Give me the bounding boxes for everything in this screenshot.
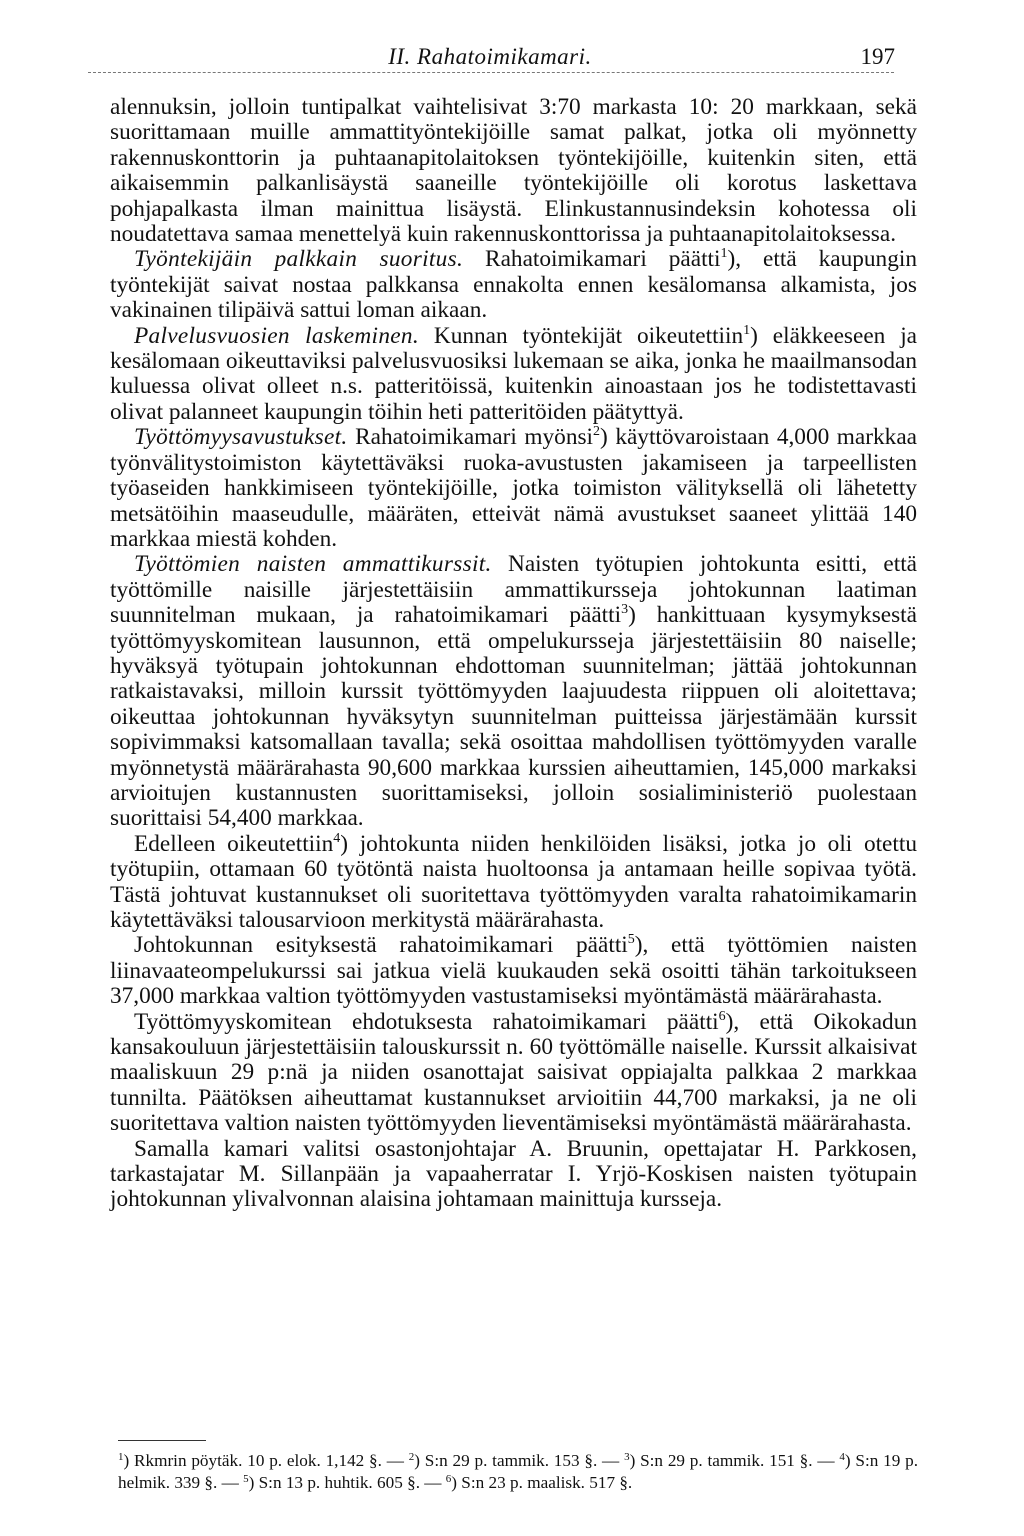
footnote-text: ) S:n 23 p. maalisk. 517 §.: [451, 1473, 633, 1492]
section-title: Palvelusvuosien laskeminen.: [134, 322, 419, 349]
footnote-ref: 1: [720, 246, 728, 262]
page-header: [0, 36, 1024, 72]
paragraph: [110, 247, 917, 323]
footnote-ref: 2: [593, 424, 601, 440]
paragraph: [110, 1137, 917, 1213]
paragraph: [110, 95, 917, 247]
footnote-number: 1: [118, 1451, 124, 1463]
paragraph: [110, 552, 917, 831]
running-title: II. Rahatoimikamari.: [388, 44, 592, 69]
paragraph-text: Rahatoimikamari myönsi: [347, 424, 594, 451]
footnote-ref: 6: [718, 1008, 726, 1024]
footnote-ref: 1: [743, 322, 751, 338]
paragraph-text: Edelleen oikeutettiin: [134, 830, 334, 857]
footnote-ref: 3: [621, 602, 629, 618]
paragraph-text: ), että Oikokadun kansakouluun järjestettäisiin talouskurssit n. 60 työttömälle naiselle. Kurssit alkaisivat maaliskuun 29 p:nä ja niiden osanottajat saisivat oppiajalta palkkaa 2 markkaa tunnilta. Päätöksen aiheuttamat kustannukset arvioitiin 44,700 markaksi, ja ne oli suoritettava valtion naisten työttömyyden lieventämiseksi myöntämästä määrärahasta.: [110, 1008, 917, 1137]
footnotes: [118, 1450, 918, 1494]
section-title: Työntekijäin palkkain suoritus.: [134, 246, 464, 273]
paragraph: [110, 1010, 917, 1137]
paragraph-text: ) eläkkeeseen ja kesälomaan oikeuttaviksi palvelusvuosiksi lukemaan se aika, jonka he maailmansodan kuluessa olivat olleet n.s. patteritöissä, kuitenkin ainoastaan jos he todistettavasti olivat palanneet kaupungin töihin heti patteritöiden päätyttyä.: [110, 322, 918, 425]
paragraph-text: ), että työttömien naisten liinavaateompelukurssi sai jatkua vielä kuukauden sekä osoitti tähän tarkoitukseen 37,000 markkaa valtion työttömyyden vastustamiseksi myöntämästä määrärahasta.: [110, 932, 917, 1010]
paragraph-text: alennuksin, jolloin tuntipalkat vaihtelisivat 3:70 markasta 10: 20 markkaan, sekä suorittamaan muille ammattityöntekijöille samat palkat, jotka oli myönnetty rakennuskonttorin ja puhtaanapitolaitoksen työntekijöille, kuitenkin siten, että aikaisemmin palkanlisäystä saaneille työntekijöille oli korotus laskettava pohjapalkasta ilman mainittua lisäystä. Elinkustannusindeksin kohotessa oli noudatettava samaa menettelyä kuin rakennuskonttorissa ja puhtaanapitolaitoksessa.: [110, 94, 917, 248]
paragraph-text: Kunnan työntekijät oikeutettiin: [419, 322, 744, 349]
footnote-text: ) S:n 29 p. tammik. 151 §. —: [629, 1451, 840, 1470]
body-text: [110, 95, 917, 1213]
footnote-ref: 5: [627, 932, 635, 948]
paragraph-text: Samalla kamari valitsi osastonjohtajar A. Bruunin, opettajatar H. Parkkosen, tarkastajatar M. Sillanpään ja vapaaherratar I. Yrjö-Koskisen naisten työtupain johtokunnan ylivalvonnan alaisina johtamaan mainittuja kursseja.: [110, 1135, 917, 1213]
section-title: Työttömien naisten ammattikurssit.: [134, 551, 492, 578]
paragraph: [110, 832, 917, 934]
footnote-number: 2: [408, 1451, 415, 1463]
paragraph-text: Naisten työtupien johtokunta esitti, että työttömille naisille järjestettäisiin ammattikursseja johtokunnan laatiman suunnitelman mukaan, ja rahatoimikamari päätti: [110, 551, 918, 629]
header-rule: [88, 72, 894, 73]
footnote-text: ) S:n 13 p. huhtik. 605 §. —: [248, 1473, 446, 1492]
footnote-text: ) S:n 29 p. tammik. 153 §. —: [414, 1451, 625, 1470]
paragraph-text: Työttömyyskomitean ehdotuksesta rahatoimikamari päätti: [134, 1008, 719, 1035]
paragraph: [110, 425, 917, 552]
paragraph-text: ) hankittuaan kysymyksestä työttömyyskomitean lausunnon, että ompelukursseja järjestettäisiin 80 naiselle; hyväksyä työtupain johtokunnan ehdottoman suunnitelman; jättää johtokunnan ratkaistavaksi, milloin kurssit työttömyyden laajuudesta riippuen oli aloitettava; oikeuttaa johtokunnan hyväksytyn suunnitelman puitteissa järjestämään kurssit sopivimmaksi katsomallaan tavalla; sekä osoittaa mahdollisen työttömyyden varalle myönnetystä määrärahasta 90,600 markkaa kurssien aiheuttamien, 145,000 markaksi arvioitujen kustannusten suorittamiseksi, jolloin sosialiministeriö puolestaan suorittaisi 54,400 markkaa.: [110, 602, 917, 832]
paragraph-text: ) johtokunta niiden henkilöiden lisäksi, jotka jo oli otettu työtupiin, ottamaan 60 työtöntä naista huoltoonsa ja antamaan heille sopivaa työtä. Tästä johtuvat kustannukset oli suoritettava työttömyyden varalta rahatoimikamarin käytettäväksi talousarvioon merkitystä määrärahasta.: [110, 830, 917, 933]
paragraph: [110, 933, 917, 1009]
page-number: 197: [860, 44, 895, 69]
footnote-number: 5: [243, 1473, 249, 1485]
footnote-text: ) Rkmrin pöytäk. 10 p. elok. 1,142 §. —: [123, 1451, 409, 1470]
footnote-number: 3: [624, 1451, 630, 1463]
paragraph-text: ), että kaupungin työntekijät saivat nostaa palkkansa ennakolta ennen kesälomansa alkamista, jos vakinainen tilipäivä sattui loman aikaan.: [110, 246, 917, 324]
paragraph-text: Johtokunnan esityksestä rahatoimikamari päätti: [134, 932, 628, 959]
footnote-number: 4: [839, 1451, 845, 1463]
footnote-text: ) S:n 19 p. helmik. 339 §. —: [118, 1451, 919, 1492]
paragraph-text: ) käyttövaroistaan 4,000 markkaa työnvälitystoimiston käytettäväksi ruoka-avustusten jakamiseen ja tarpeellisten työaseiden hankkimiseen työntekijöille, jotka toimiston välityksellä oli lähetetty metsätöihin maaseudulle, määräten, etteivät nämä avustukset saaneet ylittää 140 markkaa miestä kohden.: [110, 424, 918, 552]
footnote-number: 6: [445, 1473, 452, 1485]
paragraph-text: Rahatoimikamari päätti: [463, 246, 721, 273]
paragraph: [110, 324, 917, 426]
footnote-ref: 4: [333, 830, 341, 846]
section-title: Työttömyysavustukset.: [134, 424, 348, 451]
footnote-rule: [118, 1440, 206, 1441]
